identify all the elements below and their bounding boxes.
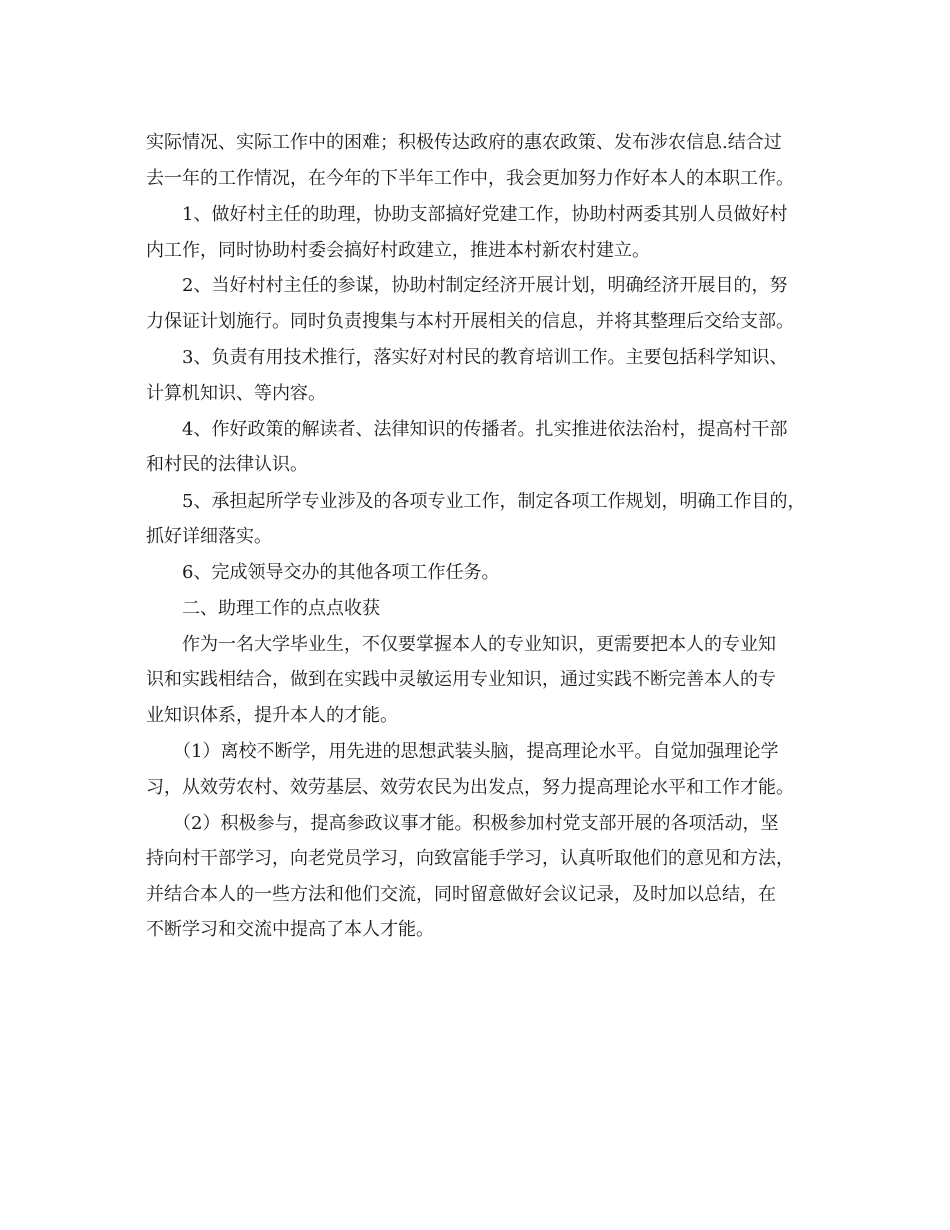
text-line: 计算机知识、等内容。 <box>146 383 326 404</box>
text-line: 3、负责有用技术推行，落实好对村民的教育培训工作。主要包括科学知识、 <box>146 347 788 368</box>
text-line: 实际情况、实际工作中的困难；积极传达政府的惠农政策、发布涉农信息.结合过 <box>146 132 782 153</box>
text-line: 不断学习和交流中提高了本人才能。 <box>146 919 434 940</box>
text-line: 持向村干部学习，向老党员学习，向致富能手学习，认真听取他们的意见和方法， <box>146 848 794 869</box>
text-line: （1）离校不断学，用先进的思想武装头脑，提高理论水平。自觉加强理论学 <box>146 741 779 762</box>
text-line: 去一年的工作情况，在今年的下半年工作中，我会更加努力作好本人的本职工作。 <box>146 168 794 189</box>
text-line: （2）积极参与，提高参政议事才能。积极参加村党支部开展的各项活动，坚 <box>146 813 779 834</box>
text-line: 抓好详细落实。 <box>146 526 272 547</box>
text-line: 4、作好政策的解读者、法律知识的传播者。扎实推进依法治村，提高村干部 <box>146 419 788 440</box>
section-heading: 二、助理工作的点点收获 <box>146 598 380 619</box>
text-line: 识和实践相结合，做到在实践中灵敏运用专业知识，通过实践不断完善本人的专 <box>146 669 776 690</box>
text-line: 6、完成领导交办的其他各项工作任务。 <box>146 562 500 583</box>
text-line: 2、当好村村主任的参谋，协助村制定经济开展计划，明确经济开展目的，努 <box>146 275 788 296</box>
text-line: 作为一名大学毕业生，不仅要掌握本人的专业知识，更需要把本人的专业知 <box>146 634 776 655</box>
text-line: 并结合本人的一些方法和他们交流，同时留意做好会议记录，及时加以总结，在 <box>146 884 776 905</box>
text-line: 1、做好村主任的助理，协助支部搞好党建工作，协助村两委其别人员做好村 <box>146 204 788 225</box>
text-line: 习，从效劳农村、效劳基层、效劳农民为出发点，努力提高理论水平和工作才能。 <box>146 777 794 798</box>
text-line: 和村民的法律认识。 <box>146 454 308 475</box>
text-line: 力保证计划施行。同时负责搜集与本村开展相关的信息，并将其整理后交给支部。 <box>146 311 794 332</box>
text-line: 内工作，同时协助村委会搞好村政建立，推进本村新农村建立。 <box>146 240 650 261</box>
text-line: 5、承担起所学专业涉及的各项专业工作，制定各项工作规划，明确工作目的， <box>146 491 806 512</box>
text-line: 业知识体系，提升本人的才能。 <box>146 705 398 726</box>
